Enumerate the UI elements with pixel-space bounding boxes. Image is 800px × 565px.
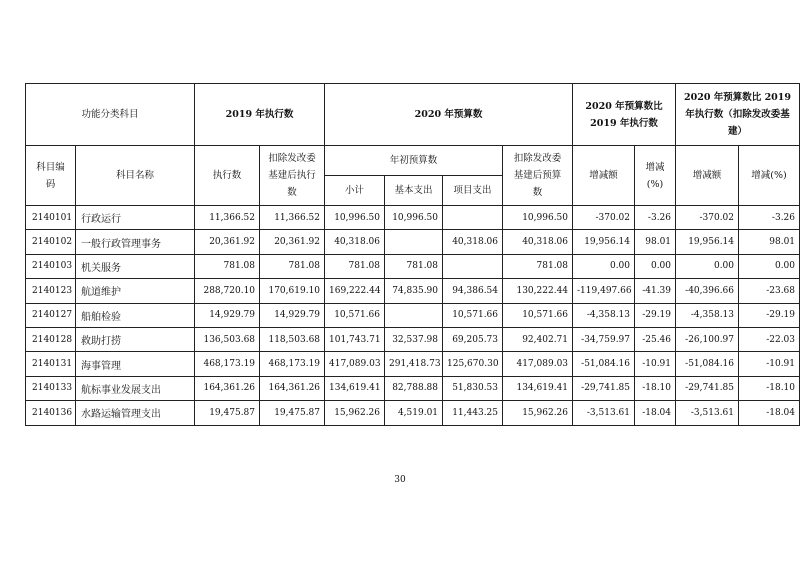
cell-project: 40,318.06 [443,230,503,254]
cell-exec-adjusted: 468,173.19 [260,352,325,376]
cell-change-percent-adjusted: -23.68 [739,279,800,303]
cell-budget-adjusted: 10,571.66 [503,303,573,327]
header-exec-2019: 2019 年执行数 [195,84,325,146]
cell-change-amount-adjusted: -29,741.85 [676,376,739,400]
table-row [26,327,800,351]
cell-code: 2140128 [26,327,76,351]
table-row [26,376,800,400]
cell-exec: 14,929.79 [195,303,260,327]
cell-subtotal: 15,962.26 [325,401,385,425]
cell-basic [385,230,443,254]
header-basic: 基本支出 [385,176,443,206]
cell-exec: 164,361.26 [195,376,260,400]
cell-project: 94,386.54 [443,279,503,303]
cell-exec-adjusted: 164,361.26 [260,376,325,400]
cell-change-percent-adjusted: -29.19 [739,303,800,327]
table-row [26,401,800,425]
table-row [26,303,800,327]
cell-budget-adjusted: 10,996.50 [503,206,573,230]
cell-change-percent-adjusted: -10.91 [739,352,800,376]
header-project: 项目支出 [443,176,503,206]
cell-change-percent: -41.39 [635,279,676,303]
cell-code: 2140123 [26,279,76,303]
cell-basic: 82,788.88 [385,376,443,400]
cell-subtotal: 417,089.03 [325,352,385,376]
cell-change-amount-adjusted: -4,358.13 [676,303,739,327]
cell-change-amount: 19,956.14 [573,230,635,254]
cell-change-amount: 0.00 [573,254,635,278]
cell-project [443,206,503,230]
cell-change-amount: -119,497.66 [573,279,635,303]
cell-basic [385,303,443,327]
cell-name: 行政运行 [76,206,195,230]
cell-budget-adjusted: 130,222.44 [503,279,573,303]
cell-name: 海事管理 [76,352,195,376]
cell-project: 69,205.73 [443,327,503,351]
cell-name: 航标事业发展支出 [76,376,195,400]
header-row-1 [26,84,800,146]
cell-code: 2140101 [26,206,76,230]
cell-basic: 291,418.73 [385,352,443,376]
cell-change-percent-adjusted: 98.01 [739,230,800,254]
cell-subtotal: 781.08 [325,254,385,278]
cell-budget-adjusted: 15,962.26 [503,401,573,425]
cell-budget-adjusted: 134,619.41 [503,376,573,400]
cell-subtotal: 40,318.06 [325,230,385,254]
cell-code: 2140102 [26,230,76,254]
cell-budget-adjusted: 40,318.06 [503,230,573,254]
cell-exec: 11,366.52 [195,206,260,230]
header-category: 功能分类科目 [26,84,195,146]
cell-exec-adjusted: 19,475.87 [260,401,325,425]
cell-exec-adjusted: 20,361.92 [260,230,325,254]
table-row [26,279,800,303]
cell-name: 水路运输管理支出 [76,401,195,425]
cell-project: 51,830.53 [443,376,503,400]
cell-basic: 74,835.90 [385,279,443,303]
cell-exec: 781.08 [195,254,260,278]
cell-change-amount-adjusted: -51,084.16 [676,352,739,376]
cell-name: 一般行政管理事务 [76,230,195,254]
cell-exec-adjusted: 781.08 [260,254,325,278]
cell-change-percent: -18.04 [635,401,676,425]
cell-code: 2140133 [26,376,76,400]
cell-change-amount: -34,759.97 [573,327,635,351]
page-number: 30 [394,475,406,485]
header-budget-2020: 2020 年预算数 [325,84,573,146]
header-change-amount-adjusted: 增减额 [676,146,739,206]
header-row-2 [26,146,800,176]
table-row [26,230,800,254]
cell-exec: 19,475.87 [195,401,260,425]
cell-change-percent-adjusted: -3.26 [739,206,800,230]
cell-change-percent-adjusted: 0.00 [739,254,800,278]
cell-change-amount-adjusted: -370.02 [676,206,739,230]
cell-exec-adjusted: 170,619.10 [260,279,325,303]
cell-change-percent-adjusted: -18.10 [739,376,800,400]
cell-code: 2140136 [26,401,76,425]
cell-subtotal: 134,619.41 [325,376,385,400]
cell-change-percent-adjusted: -18.04 [739,401,800,425]
cell-change-amount-adjusted: -40,396.66 [676,279,739,303]
cell-change-percent: 98.01 [635,230,676,254]
header-code: 科目编码 [26,146,76,206]
cell-basic: 781.08 [385,254,443,278]
header-initial-budget: 年初预算数 [325,146,503,176]
cell-subtotal: 10,996.50 [325,206,385,230]
cell-change-amount-adjusted: -3,513.61 [676,401,739,425]
cell-subtotal: 101,743.71 [325,327,385,351]
cell-change-percent-adjusted: -22.03 [739,327,800,351]
cell-subtotal: 169,222.44 [325,279,385,303]
cell-basic: 32,537.98 [385,327,443,351]
cell-project [443,254,503,278]
budget-table [25,83,800,426]
cell-change-amount: -370.02 [573,206,635,230]
cell-exec-adjusted: 118,503.68 [260,327,325,351]
header-change-percent-adjusted: 增减(%) [739,146,800,206]
cell-exec: 136,503.68 [195,327,260,351]
cell-budget-adjusted: 92,402.71 [503,327,573,351]
cell-project: 125,670.30 [443,352,503,376]
header-subtotal: 小计 [325,176,385,206]
header-change-amount: 增减额 [573,146,635,206]
header-compare-2019: 2020 年预算数比 2019 年执行数 [573,84,676,146]
cell-code: 2140103 [26,254,76,278]
cell-basic: 10,996.50 [385,206,443,230]
cell-project: 11,443.25 [443,401,503,425]
cell-code: 2140131 [26,352,76,376]
cell-change-percent: -10.91 [635,352,676,376]
header-name: 科目名称 [76,146,195,206]
cell-name: 船舶检验 [76,303,195,327]
cell-exec: 20,361.92 [195,230,260,254]
cell-change-percent: 0.00 [635,254,676,278]
cell-change-amount: -4,358.13 [573,303,635,327]
header-compare-2019-adjusted: 2020 年预算数比 2019 年执行数（扣除发改委基建） [676,84,800,146]
header-exec-adjusted: 扣除发改委基建后执行数 [260,146,325,206]
cell-project: 10,571.66 [443,303,503,327]
header-exec: 执行数 [195,146,260,206]
cell-change-percent: -29.19 [635,303,676,327]
cell-change-amount-adjusted: 19,956.14 [676,230,739,254]
table-row [26,206,800,230]
cell-name: 机关服务 [76,254,195,278]
cell-exec: 288,720.10 [195,279,260,303]
cell-exec: 468,173.19 [195,352,260,376]
cell-name: 救助打捞 [76,327,195,351]
cell-change-amount: -51,084.16 [573,352,635,376]
cell-budget-adjusted: 417,089.03 [503,352,573,376]
table-row [26,254,800,278]
table-row [26,352,800,376]
cell-change-amount: -3,513.61 [573,401,635,425]
cell-change-percent: -18.10 [635,376,676,400]
cell-subtotal: 10,571.66 [325,303,385,327]
cell-exec-adjusted: 14,929.79 [260,303,325,327]
cell-change-amount-adjusted: 0.00 [676,254,739,278]
cell-change-amount-adjusted: -26,100.97 [676,327,739,351]
cell-code: 2140127 [26,303,76,327]
header-change-percent: 增减(%) [635,146,676,206]
cell-change-percent: -3.26 [635,206,676,230]
cell-name: 航道维护 [76,279,195,303]
cell-budget-adjusted: 781.08 [503,254,573,278]
header-budget-adjusted: 扣除发改委基建后预算数 [503,146,573,206]
cell-change-percent: -25.46 [635,327,676,351]
cell-basic: 4,519.01 [385,401,443,425]
cell-exec-adjusted: 11,366.52 [260,206,325,230]
cell-change-amount: -29,741.85 [573,376,635,400]
